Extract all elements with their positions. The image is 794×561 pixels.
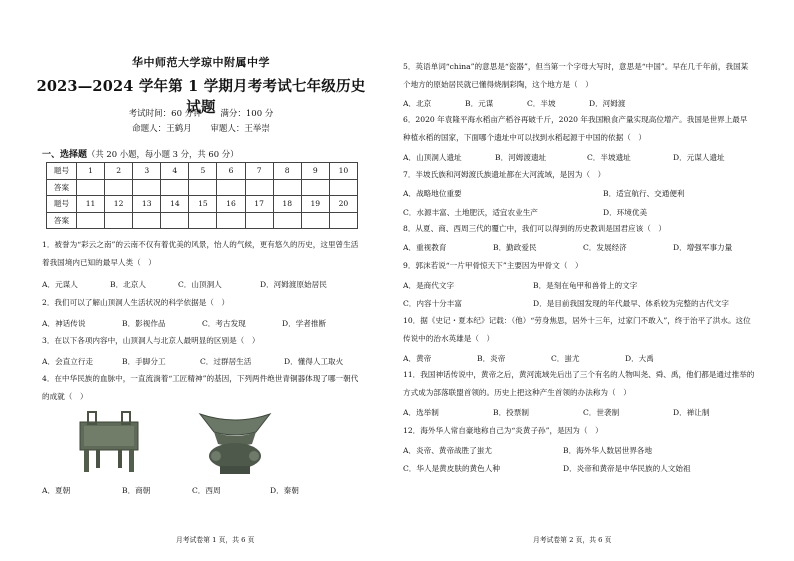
answer-cell[interactable] xyxy=(105,212,133,229)
question-4: 4．在中华民族的血脉中，一直流淌着“工匠精神”的基因，下列两件绝世青铜器体现了哪一朝代的成就（ ） xyxy=(42,374,359,401)
answer-cell[interactable] xyxy=(301,179,329,196)
option[interactable]: A．重视教育 xyxy=(403,243,447,252)
answer-cell[interactable] xyxy=(189,179,217,196)
question-number: 17 xyxy=(245,196,273,213)
option[interactable]: D．懂得人工取火 xyxy=(284,357,344,366)
question-number: 6 xyxy=(217,163,245,180)
question-10-options xyxy=(403,353,654,364)
option[interactable]: B．北京人 xyxy=(110,280,146,289)
question-number: 13 xyxy=(133,196,161,213)
question-4-options xyxy=(42,485,299,496)
option[interactable]: B．河姆渡遗址 xyxy=(495,153,547,162)
option[interactable]: D．学者推断 xyxy=(282,319,327,328)
option[interactable]: B．手脚分工 xyxy=(122,357,166,366)
answer-cell[interactable] xyxy=(301,212,329,229)
row-label: 题号 xyxy=(47,163,77,180)
exam-meta-people xyxy=(36,122,366,134)
option[interactable]: D．禅让制 xyxy=(673,408,710,417)
square-ding-image xyxy=(74,410,144,474)
question-9: 9．郭沫若说“一片甲骨惊天下”主要因为甲骨文（ ） xyxy=(403,261,583,270)
page-footer-right: 月考试卷第 2 页，共 6 页 xyxy=(533,536,612,544)
option[interactable]: A．战略地位重要 xyxy=(403,189,462,198)
section-note: （共 20 小题，每小题 3 分，共 60 分） xyxy=(87,149,239,159)
question-2: 2．我们可以了解山顶洞人生活状况的科学依据是（ ） xyxy=(42,298,230,307)
answer-cell[interactable] xyxy=(77,212,105,229)
option[interactable]: C．内容十分丰富 xyxy=(403,299,462,308)
option[interactable]: B．商朝 xyxy=(122,486,151,495)
exam-reviewer: 审题人：王举崇 xyxy=(210,124,270,134)
option[interactable]: B．适宜航行、交通便利 xyxy=(603,189,685,198)
option[interactable]: B．是刻在龟甲和兽骨上的文字 xyxy=(533,281,638,290)
question-12: 12．海外华人常自豪地称自己为“炎黄子孙”，是因为（ ） xyxy=(403,426,603,435)
option[interactable]: A．会直立行走 xyxy=(42,357,94,366)
answer-cell[interactable] xyxy=(133,212,161,229)
exam-title: 2023—2024 学年第 1 学期月考考试七年级历史试题 xyxy=(36,78,366,116)
exam-meta-time xyxy=(36,107,366,119)
page-footer-left: 月考试卷第 1 页，共 6 页 xyxy=(176,536,255,544)
answer-table xyxy=(46,162,358,229)
exam-score: 满分：100 分 xyxy=(220,109,274,119)
option[interactable]: D．秦朝 xyxy=(270,486,299,495)
option[interactable]: D．大禹 xyxy=(625,354,654,363)
question-7: 7．半坡氏族和河姆渡氏族遗址都在大河流域，是因为（ ） xyxy=(403,170,606,179)
option[interactable]: D．炎帝和黄帝是中华民族的人文始祖 xyxy=(563,464,691,473)
option[interactable]: A．山顶洞人遗址 xyxy=(403,153,462,162)
option[interactable]: D．河姆渡 xyxy=(589,99,626,108)
option[interactable]: D．河姆渡原始居民 xyxy=(260,280,327,289)
section-heading xyxy=(42,147,239,160)
question-number: 1 xyxy=(77,163,105,180)
answer-cell[interactable] xyxy=(161,179,189,196)
zun-vessel-image xyxy=(196,410,274,476)
option[interactable]: A．神话传说 xyxy=(42,319,86,328)
option[interactable]: A．炎帝、黄帝战胜了蚩尤 xyxy=(403,446,493,455)
question-7-options-row1 xyxy=(403,188,685,199)
question-6: 6．2020 年袁隆平海水稻亩产稻谷再破千斤，2020 年我国粮食产量实现高位增产。我国是世界上最早种植水稻的国家，下面哪个遗址中可以找到水稻起源于中国的依据（ ） xyxy=(403,115,748,142)
question-number: 8 xyxy=(273,163,301,180)
option[interactable]: C．水源丰富、土地肥沃，适宜农业生产 xyxy=(403,208,538,217)
question-number: 9 xyxy=(301,163,329,180)
option[interactable]: A．黄帝 xyxy=(403,354,432,363)
option[interactable]: B．勤政爱民 xyxy=(493,243,537,252)
question-5: 5．英语单词“china”的意思是“瓷器”，但当第一个字母大写时，意思是“中国”。早在几千年前，我国某个地方的原始居民就已懂得烧制彩陶，这个地方是（ ） xyxy=(403,62,749,89)
option[interactable]: C．山顶洞人 xyxy=(178,280,222,289)
question-7-options-row2 xyxy=(403,207,647,218)
answer-cell[interactable] xyxy=(161,212,189,229)
option[interactable]: B．影视作品 xyxy=(122,319,166,328)
option[interactable]: D．是目前我国发现的年代最早、体系较为完整的古代文字 xyxy=(533,299,729,308)
question-9-options-row2 xyxy=(403,298,729,309)
question-number: 10 xyxy=(329,163,357,180)
option[interactable]: A．是商代文字 xyxy=(403,281,455,290)
question-number: 4 xyxy=(161,163,189,180)
answer-table-row xyxy=(47,163,358,180)
option[interactable]: B．炎帝 xyxy=(477,354,506,363)
question-number: 18 xyxy=(273,196,301,213)
school-name: 华中师范大学琼中附属中学 xyxy=(132,56,270,69)
option[interactable]: C．半坡遗址 xyxy=(587,153,631,162)
question-2-options xyxy=(42,318,326,329)
question-11: 11．我国神话传说中，黄帝之后，黄河流域先后出了三个有名的人物叫尧、舜、禹，他们都是通过推举的方式成为部落联盟首领的。历史上把这种产生首领的办法称为（ ） xyxy=(403,370,755,397)
question-number: 19 xyxy=(301,196,329,213)
answer-table-row xyxy=(47,196,358,213)
question-number: 16 xyxy=(217,196,245,213)
option[interactable]: C．西周 xyxy=(192,486,221,495)
option[interactable]: A．元谋人 xyxy=(42,280,78,289)
answer-cell[interactable] xyxy=(77,179,105,196)
option[interactable]: D．增强军事力量 xyxy=(673,243,733,252)
question-3: 3．在以下各项内容中，山顶洞人与北京人最明显的区别是（ ） xyxy=(42,336,260,345)
answer-cell[interactable] xyxy=(189,212,217,229)
exam-author: 命题人：王鹤月 xyxy=(132,124,192,134)
answer-cell[interactable] xyxy=(329,212,357,229)
option[interactable]: B．投票制 xyxy=(493,408,529,417)
option[interactable]: A．夏朝 xyxy=(42,486,71,495)
answer-cell[interactable] xyxy=(273,212,301,229)
answer-cell[interactable] xyxy=(245,212,273,229)
question-number: 15 xyxy=(189,196,217,213)
answer-cell[interactable] xyxy=(105,179,133,196)
option[interactable]: C．过群居生活 xyxy=(200,357,252,366)
section-title: 一、选择题 xyxy=(42,150,88,160)
option[interactable]: D．元谋人遗址 xyxy=(673,153,725,162)
row-label: 答案 xyxy=(47,212,77,229)
option[interactable]: D．环境优美 xyxy=(603,208,648,217)
question-10: 10．据《史记・夏本纪》记载：（他）“劳身焦思，居外十三年，过家门不敢入”，终于治平了洪水。这位传说中的治水英雄是（ ） xyxy=(403,316,751,343)
row-label: 答案 xyxy=(47,179,77,196)
question-number: 14 xyxy=(161,196,189,213)
option[interactable]: A．北京 xyxy=(403,99,432,108)
option[interactable]: C．华人是黄皮肤的黄色人种 xyxy=(403,464,500,473)
answer-table-row xyxy=(47,179,358,196)
option[interactable]: C．半坡 xyxy=(527,99,556,108)
option[interactable]: C．世袭制 xyxy=(583,408,620,417)
exam-time: 考试时间：60 分钟 xyxy=(128,109,202,119)
answer-cell[interactable] xyxy=(217,212,245,229)
answer-cell[interactable] xyxy=(273,179,301,196)
answer-cell[interactable] xyxy=(329,179,357,196)
question-1: 1．被誉为“彩云之南”的云南不仅有着优美的风景，怡人的气候，更有悠久的历史，这里曾生活着我国境内已知的最早人类（ ） xyxy=(42,240,359,267)
question-number: 12 xyxy=(105,196,133,213)
option[interactable]: C．蚩尤 xyxy=(551,354,580,363)
question-5-options xyxy=(403,98,625,109)
question-12-options-row1 xyxy=(403,445,652,456)
answer-table-row xyxy=(47,212,358,229)
question-12-options-row2 xyxy=(403,463,691,474)
question-6-options xyxy=(403,152,725,163)
question-8-options xyxy=(403,242,732,253)
question-number: 20 xyxy=(329,196,357,213)
question-number: 7 xyxy=(245,163,273,180)
question-number: 11 xyxy=(77,196,105,213)
question-11-options xyxy=(403,407,709,418)
question-8: 8．从夏、商、西周三代的覆亡中，我们可以得到的历史教训是国君应该（ ） xyxy=(403,224,667,233)
question-number: 5 xyxy=(189,163,217,180)
option[interactable]: C．考古发现 xyxy=(202,319,246,328)
question-number: 2 xyxy=(105,163,133,180)
option[interactable]: C．发展经济 xyxy=(583,243,627,252)
option[interactable]: A．选举制 xyxy=(403,408,439,417)
option[interactable]: B．元谋 xyxy=(465,99,494,108)
question-number: 3 xyxy=(133,163,161,180)
answer-cell[interactable] xyxy=(217,179,245,196)
question-1-options xyxy=(42,279,327,290)
answer-cell[interactable] xyxy=(245,179,273,196)
answer-cell[interactable] xyxy=(133,179,161,196)
question-9-options-row1 xyxy=(403,280,637,291)
question-3-options xyxy=(42,356,343,367)
row-label: 题号 xyxy=(47,196,77,213)
option[interactable]: B．海外华人数居世界各地 xyxy=(563,446,653,455)
